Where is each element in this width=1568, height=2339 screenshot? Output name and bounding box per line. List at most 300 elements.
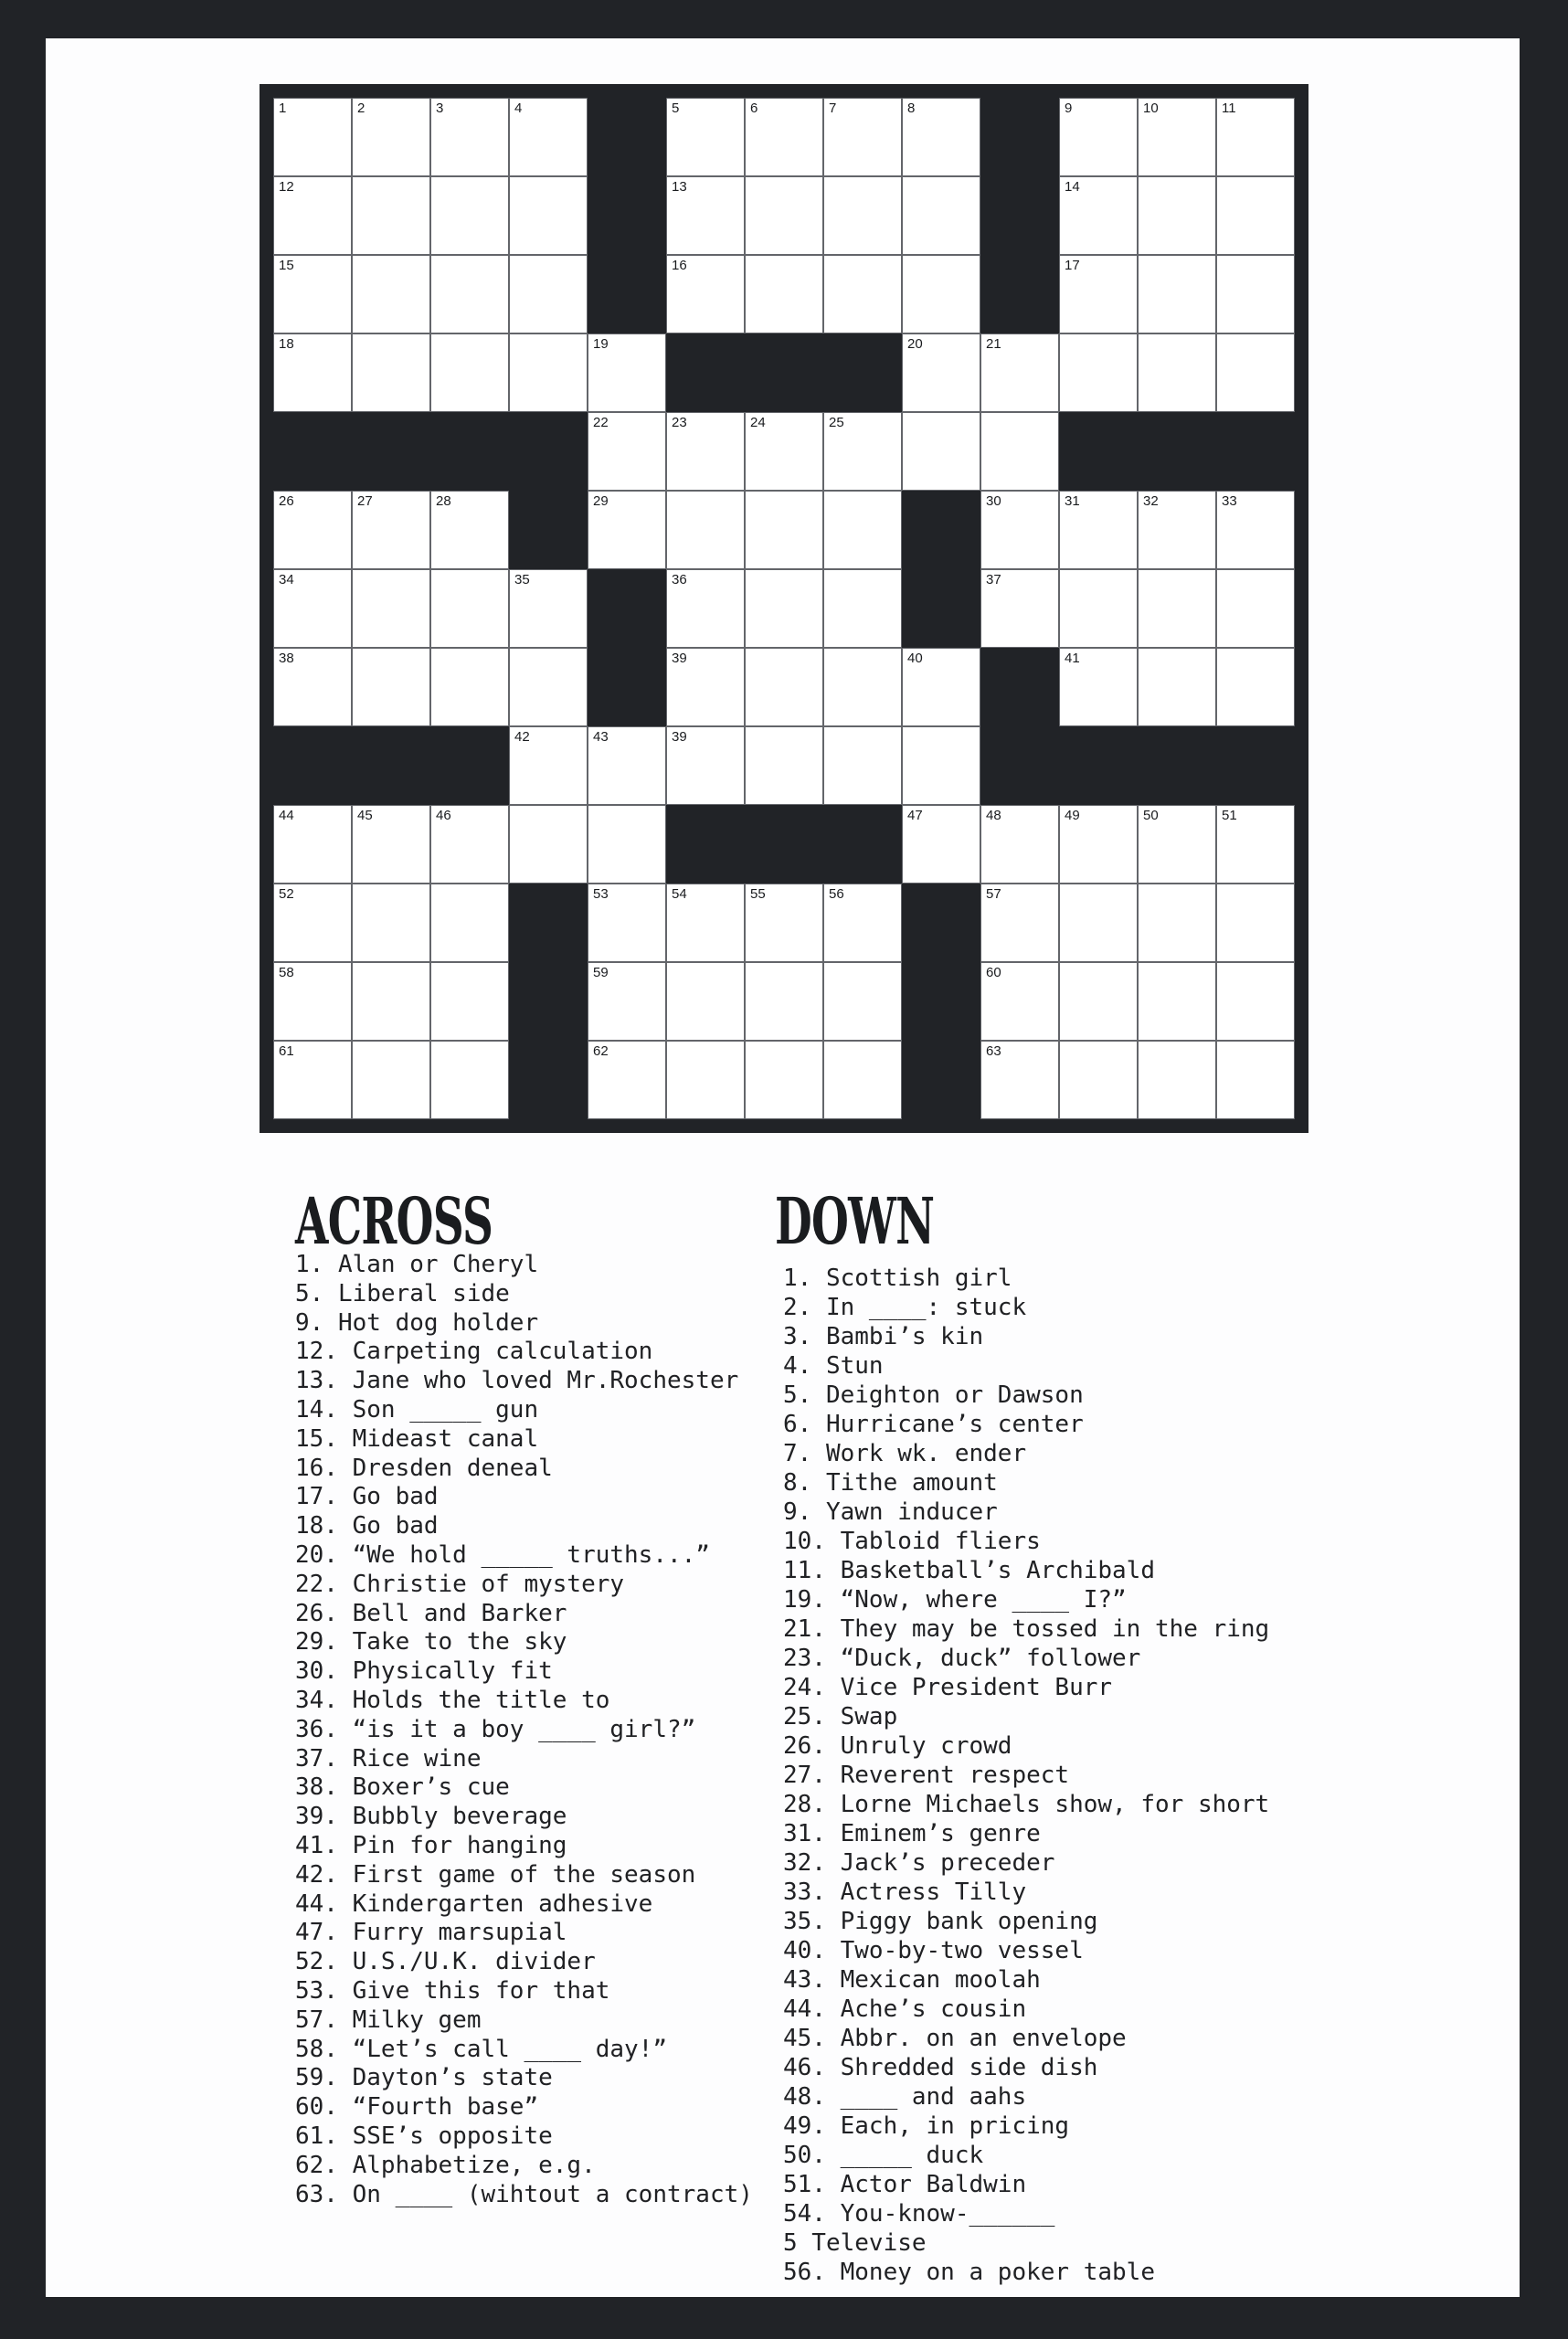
grid-cell[interactable]	[902, 98, 980, 176]
clue-line: 1. Alan or Cheryl	[295, 1251, 539, 1278]
clue-line: 38. Boxer’s cue	[295, 1773, 510, 1802]
grid-cell[interactable]	[1138, 491, 1216, 569]
clue-line: 57. Milky gem	[295, 2006, 482, 2034]
black-cell	[588, 648, 666, 726]
black-cell	[588, 98, 666, 176]
grid-cell[interactable]	[273, 648, 352, 726]
grid-cell[interactable]	[509, 333, 588, 412]
black-cell	[823, 805, 902, 884]
cell-number: 37	[986, 572, 1001, 587]
black-cell	[430, 412, 509, 491]
grid-cell[interactable]	[980, 569, 1059, 648]
clue-line: 16. Dresden deneal	[295, 1454, 553, 1482]
grid-cell[interactable]	[1216, 569, 1295, 648]
clue-line: 26. Unruly crowd	[783, 1732, 1012, 1760]
grid-cell[interactable]	[823, 255, 902, 333]
black-cell	[588, 255, 666, 333]
clue-line: 26. Bell and Barker	[295, 1599, 567, 1627]
black-cell	[902, 962, 980, 1041]
clue-line: 35. Piggy bank opening	[783, 1908, 1098, 1935]
cell-number: 44	[279, 808, 294, 823]
clue-line: 46. Shredded side dish	[783, 2054, 1098, 2081]
grid-cell[interactable]	[509, 726, 588, 805]
grid-cell[interactable]	[352, 176, 430, 255]
cell-number: 63	[986, 1043, 1001, 1059]
grid-cell[interactable]	[823, 176, 902, 255]
cell-number: 13	[672, 179, 687, 195]
clue-line: 36. “is it a boy ____ girl?”	[295, 1715, 696, 1743]
black-cell	[980, 648, 1059, 726]
grid-cell[interactable]	[1216, 805, 1295, 884]
grid-cell[interactable]	[509, 569, 588, 648]
clue-line: 4. Stun	[783, 1352, 884, 1380]
black-cell	[745, 333, 823, 412]
grid-cell[interactable]	[1138, 648, 1216, 726]
clue-line: 56. Money on a poker table	[783, 2259, 1155, 2286]
cell-number: 31	[1065, 493, 1080, 509]
grid-cell[interactable]	[588, 412, 666, 491]
grid-cell[interactable]	[430, 569, 509, 648]
grid-cell[interactable]	[352, 1041, 430, 1119]
clue-line: 41. Pin for hanging	[295, 1831, 567, 1859]
grid-cell[interactable]	[980, 491, 1059, 569]
cell-number: 19	[593, 336, 609, 352]
cell-number: 1	[279, 101, 287, 116]
grid-cell[interactable]	[1216, 255, 1295, 333]
black-cell	[509, 884, 588, 962]
grid-cell[interactable]	[509, 805, 588, 884]
clue-line: 39. Bubbly beverage	[295, 1803, 567, 1831]
grid-cell[interactable]	[823, 98, 902, 176]
grid-cell[interactable]	[588, 491, 666, 569]
black-cell	[1059, 726, 1138, 805]
grid-cell[interactable]	[666, 176, 745, 255]
grid-cell[interactable]	[430, 491, 509, 569]
cell-number: 22	[593, 415, 609, 430]
cell-number: 3	[436, 101, 444, 116]
clue-line: 9. Hot dog holder	[295, 1308, 539, 1337]
cell-number: 18	[279, 336, 294, 352]
grid-cell[interactable]	[1138, 333, 1216, 412]
grid-cell[interactable]	[352, 884, 430, 962]
cell-number: 62	[593, 1043, 609, 1059]
cell-number: 38	[279, 651, 294, 666]
black-cell	[273, 412, 352, 491]
grid-cell[interactable]	[666, 412, 745, 491]
black-cell	[1138, 726, 1216, 805]
grid-cell[interactable]	[430, 1041, 509, 1119]
grid-cell[interactable]	[352, 255, 430, 333]
cell-number: 39	[672, 729, 687, 745]
grid-cell[interactable]	[980, 805, 1059, 884]
cell-number: 8	[907, 101, 916, 116]
black-cell	[980, 726, 1059, 805]
grid-cell[interactable]	[1138, 1041, 1216, 1119]
grid-cell[interactable]	[430, 805, 509, 884]
grid-cell[interactable]	[1059, 255, 1138, 333]
grid-cell[interactable]	[1138, 255, 1216, 333]
black-cell	[902, 491, 980, 569]
cell-number: 42	[514, 729, 530, 745]
black-cell	[980, 255, 1059, 333]
grid-cell[interactable]	[588, 884, 666, 962]
clue-line: 23. “Duck, duck” follower	[783, 1645, 1141, 1672]
black-cell	[509, 412, 588, 491]
grid-cell[interactable]	[980, 884, 1059, 962]
clue-line: 5. Deighton or Dawson	[783, 1381, 1084, 1409]
grid-cell[interactable]	[352, 569, 430, 648]
cell-number: 15	[279, 258, 294, 273]
clue-line: 17. Go bad	[295, 1483, 439, 1511]
grid-cell[interactable]	[666, 569, 745, 648]
grid-cell[interactable]	[273, 255, 352, 333]
cell-number: 50	[1143, 808, 1159, 823]
clue-line: 44. Kindergarten adhesive	[295, 1889, 653, 1918]
cell-number: 10	[1143, 101, 1159, 116]
cell-number: 28	[436, 493, 451, 509]
clue-line: 7. Work wk. ender	[783, 1440, 1027, 1467]
grid-cell[interactable]	[666, 98, 745, 176]
grid-cell[interactable]	[745, 648, 823, 726]
cell-number: 4	[514, 101, 523, 116]
cell-number: 5	[672, 101, 680, 116]
grid-cell[interactable]	[1059, 98, 1138, 176]
crossword-grid-frame	[260, 84, 1308, 1133]
grid-cell[interactable]	[902, 412, 980, 491]
grid-cell[interactable]	[666, 491, 745, 569]
grid-cell[interactable]	[1059, 491, 1138, 569]
black-cell	[980, 98, 1059, 176]
grid-cell[interactable]	[980, 962, 1059, 1041]
grid-cell[interactable]	[1138, 176, 1216, 255]
clue-line: 43. Mexican moolah	[783, 1966, 1041, 1994]
clue-line: 34. Holds the title to	[295, 1686, 610, 1714]
grid-cell[interactable]	[430, 962, 509, 1041]
grid-cell[interactable]	[273, 962, 352, 1041]
black-cell	[902, 884, 980, 962]
clue-line: 31. Eminem’s genre	[783, 1820, 1041, 1847]
clue-line: 6. Hurricane’s center	[783, 1411, 1084, 1438]
grid-cell[interactable]	[1216, 1041, 1295, 1119]
cell-number: 36	[672, 572, 687, 587]
grid-cell[interactable]	[588, 333, 666, 412]
grid-cell[interactable]	[588, 726, 666, 805]
black-cell	[352, 412, 430, 491]
clue-line: 44. Ache’s cousin	[783, 1995, 1027, 2023]
grid-cell[interactable]	[273, 1041, 352, 1119]
grid-cell[interactable]	[666, 962, 745, 1041]
grid-cell[interactable]	[1216, 962, 1295, 1041]
grid-cell[interactable]	[823, 648, 902, 726]
grid-cell[interactable]	[902, 648, 980, 726]
black-cell	[1216, 726, 1295, 805]
grid-cell[interactable]	[823, 726, 902, 805]
grid-cell[interactable]	[1059, 648, 1138, 726]
cell-number: 51	[1222, 808, 1237, 823]
cell-number: 43	[593, 729, 609, 745]
cell-number: 60	[986, 965, 1001, 980]
cell-number: 52	[279, 886, 294, 902]
cell-number: 27	[357, 493, 373, 509]
grid-cell[interactable]	[430, 884, 509, 962]
grid-cell[interactable]	[666, 884, 745, 962]
grid-cell[interactable]	[1138, 884, 1216, 962]
clue-line: 21. They may be tossed in the ring	[783, 1615, 1270, 1643]
clue-line: 29. Take to the sky	[295, 1628, 567, 1656]
cell-number: 26	[279, 493, 294, 509]
clue-line: 12. Carpeting calculation	[295, 1338, 653, 1366]
clue-line: 14. Son _____ gun	[295, 1395, 539, 1424]
grid-cell[interactable]	[1138, 962, 1216, 1041]
black-cell	[273, 726, 352, 805]
grid-cell[interactable]	[1216, 98, 1295, 176]
clue-line: 62. Alphabetize, e.g.	[295, 2151, 596, 2179]
grid-cell[interactable]	[273, 805, 352, 884]
grid-cell[interactable]	[1216, 176, 1295, 255]
cell-number: 25	[829, 415, 844, 430]
cell-number: 2	[357, 101, 366, 116]
clue-line: 37. Rice wine	[295, 1744, 482, 1773]
black-cell	[588, 176, 666, 255]
black-cell	[1216, 412, 1295, 491]
clue-line: 2. In ____: stuck	[783, 1294, 1027, 1321]
grid-cell[interactable]	[588, 962, 666, 1041]
clue-line: 27. Reverent respect	[783, 1762, 1070, 1789]
grid-cell[interactable]	[1059, 176, 1138, 255]
grid-cell[interactable]	[352, 491, 430, 569]
clue-line: 58. “Let’s call ____ day!”	[295, 2035, 667, 2063]
grid-cell[interactable]	[430, 648, 509, 726]
black-cell	[666, 333, 745, 412]
cell-number: 16	[672, 258, 687, 273]
grid-cell[interactable]	[1059, 569, 1138, 648]
cell-number: 23	[672, 415, 687, 430]
grid-cell[interactable]	[666, 726, 745, 805]
grid-cell[interactable]	[823, 569, 902, 648]
grid-cell[interactable]	[273, 491, 352, 569]
grid-cell[interactable]	[273, 884, 352, 962]
black-cell	[1059, 412, 1138, 491]
black-cell	[509, 1041, 588, 1119]
clue-line: 24. Vice President Burr	[783, 1674, 1113, 1701]
black-cell	[823, 333, 902, 412]
clue-line: 15. Mideast canal	[295, 1424, 539, 1453]
clue-line: 52. U.S./U.K. divider	[295, 1948, 596, 1976]
black-cell	[509, 491, 588, 569]
cell-number: 33	[1222, 493, 1237, 509]
grid-cell[interactable]	[980, 333, 1059, 412]
cell-number: 59	[593, 965, 609, 980]
clue-line: 61. SSE’s opposite	[295, 2122, 553, 2150]
grid-cell[interactable]	[745, 412, 823, 491]
grid-cell[interactable]	[352, 648, 430, 726]
grid-cell[interactable]	[745, 569, 823, 648]
clue-line: 30. Physically fit	[295, 1657, 553, 1686]
clue-line: 45. Abbr. on an envelope	[783, 2025, 1127, 2052]
grid-cell[interactable]	[902, 176, 980, 255]
black-cell	[352, 726, 430, 805]
black-cell	[902, 569, 980, 648]
grid-cell[interactable]	[745, 176, 823, 255]
grid-cell[interactable]	[902, 333, 980, 412]
black-cell	[980, 176, 1059, 255]
grid-cell[interactable]	[1138, 805, 1216, 884]
black-cell	[666, 805, 745, 884]
cell-number: 17	[1065, 258, 1080, 273]
crossword-grid	[273, 98, 1295, 1119]
grid-cell[interactable]	[1216, 884, 1295, 962]
cell-number: 35	[514, 572, 530, 587]
clue-line: 32. Jack’s preceder	[783, 1849, 1055, 1877]
cell-number: 45	[357, 808, 373, 823]
grid-cell[interactable]	[1059, 884, 1138, 962]
grid-cell[interactable]	[273, 176, 352, 255]
clue-line: 49. Each, in pricing	[783, 2112, 1070, 2140]
cell-number: 39	[672, 651, 687, 666]
clue-line: 53. Give this for that	[295, 1976, 610, 2005]
grid-cell[interactable]	[430, 98, 509, 176]
grid-cell[interactable]	[823, 412, 902, 491]
clue-line: 33. Actress Tilly	[783, 1879, 1027, 1906]
grid-cell[interactable]	[666, 255, 745, 333]
grid-cell[interactable]	[980, 412, 1059, 491]
grid-cell[interactable]	[509, 98, 588, 176]
cell-number: 56	[829, 886, 844, 902]
grid-cell[interactable]	[980, 1041, 1059, 1119]
cell-number: 21	[986, 336, 1001, 352]
grid-cell[interactable]	[509, 255, 588, 333]
clue-line: 20. “We hold _____ truths...”	[295, 1540, 710, 1569]
grid-cell[interactable]	[902, 255, 980, 333]
cell-number: 55	[750, 886, 766, 902]
grid-cell[interactable]	[1059, 1041, 1138, 1119]
clue-line: 9. Yawn inducer	[783, 1498, 998, 1526]
cell-number: 29	[593, 493, 609, 509]
cell-number: 11	[1222, 101, 1236, 116]
grid-cell[interactable]	[902, 726, 980, 805]
cell-number: 53	[593, 886, 609, 902]
grid-cell[interactable]	[823, 1041, 902, 1119]
clue-line: 18. Go bad	[295, 1512, 439, 1540]
clue-line: 40. Two-by-two vessel	[783, 1937, 1084, 1964]
grid-cell[interactable]	[1059, 333, 1138, 412]
cell-number: 49	[1065, 808, 1080, 823]
clue-line: 5 Televise	[783, 2229, 927, 2257]
grid-cell[interactable]	[352, 333, 430, 412]
clue-line: 51. Actor Baldwin	[783, 2171, 1027, 2198]
grid-cell[interactable]	[823, 884, 902, 962]
black-cell	[509, 962, 588, 1041]
clue-line: 22. Christie of mystery	[295, 1570, 625, 1598]
grid-cell[interactable]	[745, 491, 823, 569]
clue-line: 1. Scottish girl	[783, 1265, 1012, 1292]
grid-cell[interactable]	[745, 255, 823, 333]
clue-line: 47. Furry marsupial	[295, 1919, 567, 1947]
clue-line: 28. Lorne Michaels show, for short	[783, 1791, 1270, 1818]
cell-number: 30	[986, 493, 1001, 509]
cell-number: 46	[436, 808, 451, 823]
grid-cell[interactable]	[352, 962, 430, 1041]
across-header: ACROSS	[295, 1183, 493, 1259]
cell-number: 9	[1065, 101, 1073, 116]
black-cell	[588, 569, 666, 648]
cell-number: 57	[986, 886, 1001, 902]
cell-number: 48	[986, 808, 1001, 823]
grid-cell[interactable]	[509, 176, 588, 255]
grid-cell[interactable]	[273, 333, 352, 412]
grid-cell[interactable]	[1059, 962, 1138, 1041]
grid-cell[interactable]	[1216, 648, 1295, 726]
grid-cell[interactable]	[1138, 98, 1216, 176]
clue-line: 63. On ____ (wihtout a contract)	[295, 2180, 753, 2208]
grid-cell[interactable]	[430, 255, 509, 333]
cell-number: 6	[750, 101, 758, 116]
black-cell	[430, 726, 509, 805]
grid-cell[interactable]	[823, 491, 902, 569]
grid-cell[interactable]	[430, 176, 509, 255]
down-header: DOWN	[775, 1183, 935, 1259]
grid-cell[interactable]	[273, 569, 352, 648]
cell-number: 32	[1143, 493, 1159, 509]
grid-cell[interactable]	[1059, 805, 1138, 884]
clue-line: 13. Jane who loved Mr.Rochester	[295, 1367, 739, 1395]
grid-cell[interactable]	[1138, 569, 1216, 648]
grid-cell[interactable]	[430, 333, 509, 412]
clue-line: 10. Tabloid fliers	[783, 1528, 1041, 1555]
grid-cell[interactable]	[1216, 333, 1295, 412]
grid-cell[interactable]	[509, 648, 588, 726]
grid-cell[interactable]	[1216, 491, 1295, 569]
clue-line: 50. _____ duck	[783, 2142, 984, 2169]
grid-cell[interactable]	[666, 648, 745, 726]
clue-line: 54. You-know-______	[783, 2200, 1055, 2228]
cell-number: 7	[829, 101, 837, 116]
grid-cell[interactable]	[823, 962, 902, 1041]
grid-cell[interactable]	[745, 726, 823, 805]
cell-number: 34	[279, 572, 294, 587]
clue-line: 25. Swap	[783, 1703, 898, 1730]
cell-number: 58	[279, 965, 294, 980]
down-clue-list	[783, 1264, 1269, 2287]
across-clue-list	[295, 1251, 753, 2209]
clue-line: 60. “Fourth base”	[295, 2093, 539, 2122]
cell-number: 12	[279, 179, 294, 195]
grid-cell[interactable]	[745, 962, 823, 1041]
cell-number: 20	[907, 336, 923, 352]
cell-number: 24	[750, 415, 766, 430]
cell-number: 47	[907, 808, 923, 823]
grid-cell[interactable]	[273, 98, 352, 176]
grid-cell[interactable]	[902, 805, 980, 884]
clue-line: 8. Tithe amount	[783, 1469, 998, 1497]
clue-line: 11. Basketball’s Archibald	[783, 1557, 1155, 1584]
grid-cell[interactable]	[745, 884, 823, 962]
black-cell	[745, 805, 823, 884]
grid-cell[interactable]	[588, 1041, 666, 1119]
clue-line: 3. Bambi’s kin	[783, 1323, 984, 1350]
grid-cell[interactable]	[352, 98, 430, 176]
cell-number: 54	[672, 886, 687, 902]
grid-cell[interactable]	[745, 98, 823, 176]
grid-cell[interactable]	[666, 1041, 745, 1119]
grid-cell[interactable]	[745, 1041, 823, 1119]
grid-cell[interactable]	[588, 805, 666, 884]
grid-cell[interactable]	[352, 805, 430, 884]
cell-number: 41	[1065, 651, 1080, 666]
clue-line: 19. “Now, where ____ I?”	[783, 1586, 1127, 1614]
clue-line: 5. Liberal side	[295, 1279, 510, 1307]
cell-number: 40	[907, 651, 923, 666]
